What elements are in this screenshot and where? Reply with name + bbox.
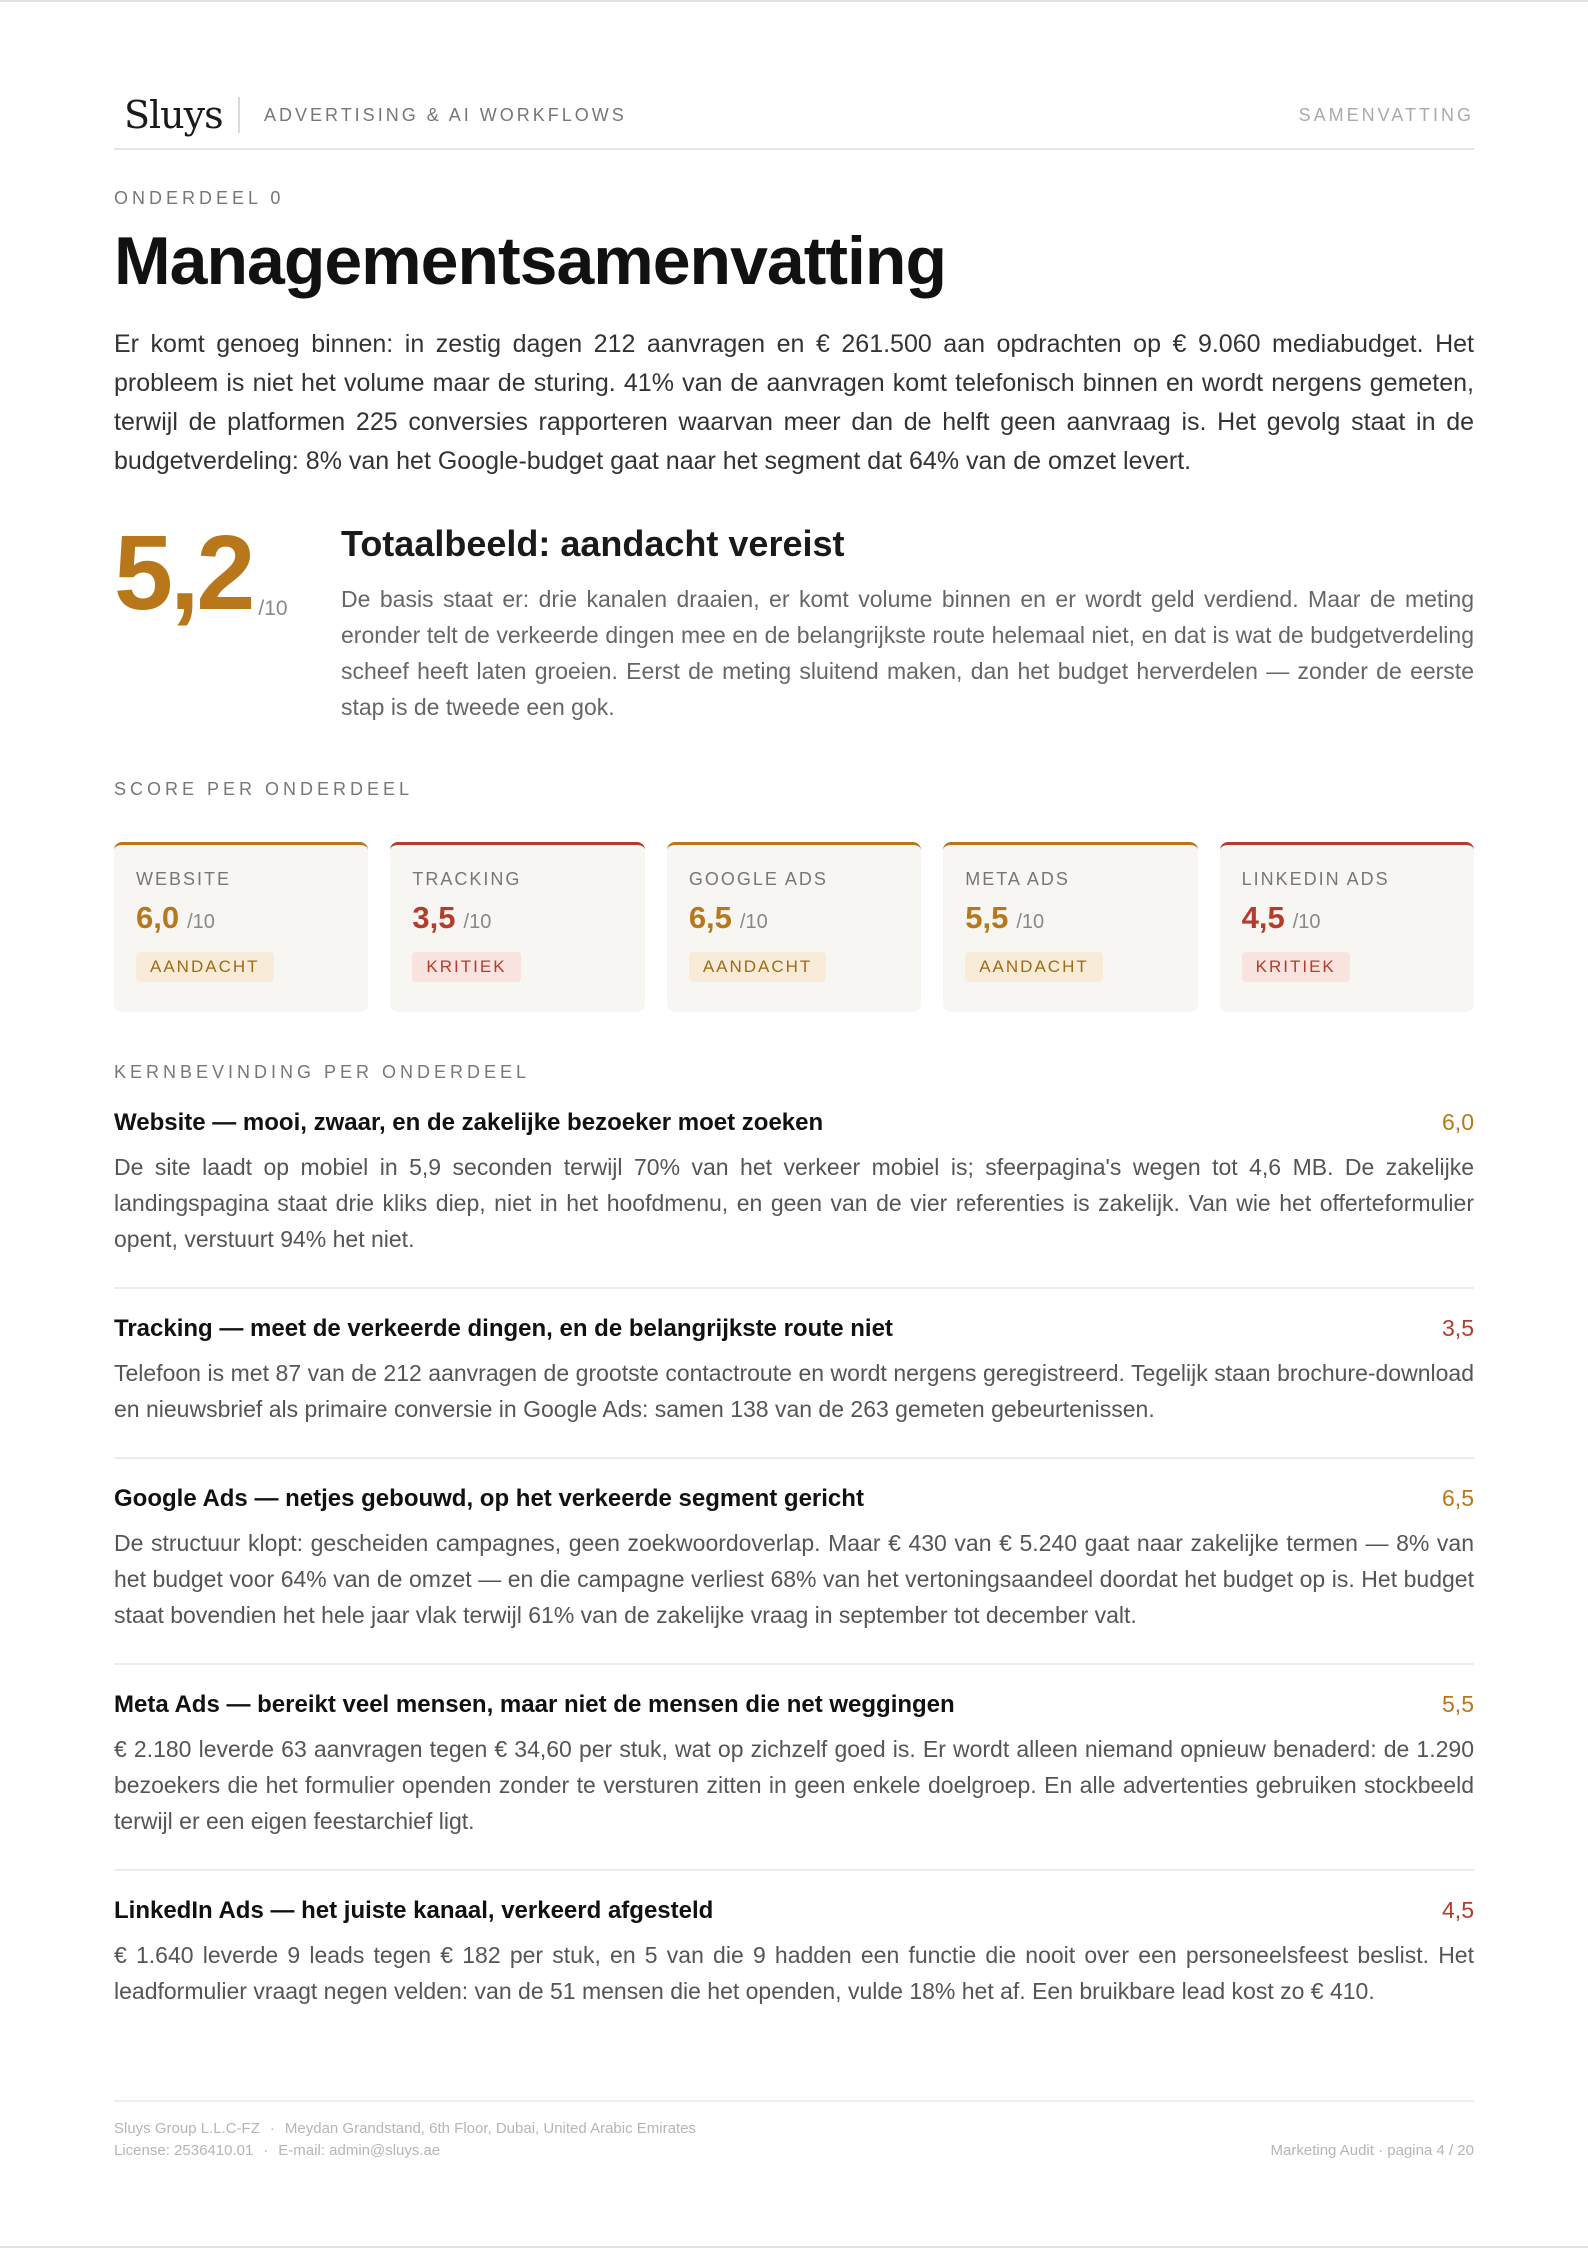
card-scale: /10: [463, 911, 492, 933]
card-name: META ADS: [965, 869, 1070, 889]
findings-list: [114, 1083, 1474, 2039]
finding-linkedin-ads: [114, 1871, 1474, 2039]
page: [114, 93, 1474, 2039]
card-scale: /10: [1292, 911, 1321, 933]
finding-title: Google Ads — netjes gebouwd, op het verkeerde segment gericht: [114, 1485, 864, 1512]
card-name: GOOGLE ADS: [688, 869, 828, 889]
card-score: 3,5: [412, 900, 456, 935]
finding-title: Tracking — meet de verkeerde dingen, en de belangrijkste route niet: [114, 1315, 893, 1342]
card-score: 5,5: [965, 900, 1009, 935]
finding-score: 6,5: [1442, 1485, 1474, 1511]
footer-company: Sluys Group L.L.C-FZ: [114, 2120, 260, 2137]
card-name: WEBSITE: [136, 869, 232, 889]
card-score: 4,5: [1241, 900, 1285, 935]
status-badge: AANDACHT: [689, 952, 827, 982]
footer-license: License: 2536410.01: [114, 2142, 254, 2159]
status-badge: AANDACHT: [136, 952, 274, 982]
card-name: LINKEDIN ADS: [1241, 869, 1390, 889]
finding-tracking: [114, 1289, 1474, 1459]
finding-text: € 1.640 leverde 9 leads tegen € 182 per stuk, en 5 van die 9 hadden een functie die nooit over een personeelsfeest beslist. Het leadformulier vraagt negen velden: van de 51 mensen die het openden, vulde 18% het af. Een bruikbare lead kost zo € 410.: [114, 1942, 1474, 2004]
page-footer: [114, 2100, 1474, 2162]
page-title: Managementsamenvatting: [114, 223, 946, 299]
footer-address: Meydan Grandstand, 6th Floor, Dubai, United Arabic Emirates: [284, 2120, 696, 2137]
top-border: [0, 0, 1588, 2]
findings-section-label: KERNBEVINDING PER ONDERDEEL: [114, 1062, 531, 1082]
total-score-value: 5,2: [114, 514, 253, 632]
finding-text: De structuur klopt: gescheiden campagnes, geen zoekwoordoverlap. Maar € 430 van € 5.240 gaat naar zakelijke termen — 8% van het budget voor 64% van de omzet — en die campagne verliest 68% van het vertoningsaandeel doordat het budget op is. Het budget staat bovendien het hele jaar vlak terwijl 61% van de zakelijke vraag in september tot december valt.: [114, 1530, 1474, 1628]
score-section-label: SCORE PER ONDERDEEL: [114, 779, 414, 799]
finding-text: Telefoon is met 87 van de 212 aanvragen de grootste contactroute en wordt nergens geregistreerd. Tegelijk staan brochure-download en nieuwsbrief als primaire conversie in Google Ads: samen 138 van de 263 gemeten gebeurtenissen.: [114, 1360, 1474, 1422]
card-score: 6,0: [136, 900, 180, 935]
total-score: [114, 514, 341, 725]
score-card-meta-ads: [943, 842, 1197, 1012]
finding-title: LinkedIn Ads — het juiste kanaal, verkeerd afgesteld: [114, 1897, 714, 1924]
finding-score: 5,5: [1442, 1691, 1474, 1717]
footer-company-info: Sluys Group L.L.C-FZ · Meydan Grandstand, 6th Floor, Dubai, United Arabic Emirates License: 2536410.01 · E-mail: admin@sluys.ae: [114, 2120, 696, 2159]
footer-email: E-mail: admin@sluys.ae: [278, 2142, 441, 2159]
sluys-logo: Sluys: [124, 93, 223, 137]
header-tagline: ADVERTISING & AI WORKFLOWS: [264, 104, 627, 125]
finding-text: € 2.180 leverde 63 aanvragen tegen € 34,60 per stuk, wat op zichzelf goed is. Er wordt alleen niemand opnieuw benaderd: de 1.290 bezoekers die het formulier openden zonder te versturen zitten in geen enkele doelgroep. En alle advertenties gebruiken stockbeeld terwijl er een eigen feestarchief ligt.: [114, 1736, 1474, 1834]
finding-score: 3,5: [1442, 1315, 1474, 1341]
finding-website: [114, 1083, 1474, 1289]
finding-title: Website — mooi, zwaar, en de zakelijke bezoeker moet zoeken: [114, 1109, 824, 1136]
score-card-website: [114, 842, 368, 1012]
total-title: Totaalbeeld: aandacht vereist: [341, 523, 845, 564]
status-badge: KRITIEK: [412, 952, 520, 982]
total-score-block: [114, 514, 1474, 725]
finding-google-ads: [114, 1459, 1474, 1665]
total-score-scale: /10: [258, 597, 288, 620]
card-name: TRACKING: [412, 869, 522, 889]
finding-text: De site laadt op mobiel in 5,9 seconden terwijl 70% van het verkeer mobiel is; sfeerpagina's wegen tot 4,6 MB. De zakelijke landingspagina staat drie kliks diep, niet in het hoofdmenu, en geen van de vier referenties is zakelijk. Van wie het offerteformulier opent, verstuurt 94% het niet.: [114, 1154, 1474, 1252]
score-card-google-ads: [667, 842, 921, 1012]
page-number: Marketing Audit · pagina 4 / 20: [1270, 2142, 1474, 2159]
score-cards: [114, 842, 1474, 1012]
status-badge: AANDACHT: [965, 952, 1103, 982]
intro-paragraph: Er komt genoeg binnen: in zestig dagen 212 aanvragen en € 261.500 aan opdrachten op € 9.060 mediabudget. Het probleem is niet het volume maar de sturing. 41% van de aanvragen komt telefonisch binnen en wordt nergens gemeten, terwijl de platformen 225 conversies rapporteren waarvan meer dan de helft geen aanvraag is. Het gevolg staat in de budgetverdeling: 8% van het Google-budget gaat naar het segment dat 64% van de omzet levert.: [114, 330, 1474, 475]
page-header: [114, 93, 1474, 150]
card-scale: /10: [187, 911, 215, 933]
card-scale: /10: [1016, 911, 1045, 933]
header-divider: [238, 97, 240, 133]
card-score: 6,5: [688, 900, 732, 935]
finding-meta-ads: [114, 1665, 1474, 1871]
total-summary: [341, 523, 1474, 725]
header-section-label: SAMENVATTING: [1298, 104, 1474, 125]
finding-title: Meta Ads — bereikt veel mensen, maar niet de mensen die net weggingen: [114, 1691, 955, 1718]
total-text: De basis staat er: drie kanalen draaien, er komt volume binnen en er wordt geld verdiend. Maar de meting eronder telt de verkeerde dingen mee en de belangrijkste route helemaal niet, en dat is wat de budgetverdeling scheef heeft laten groeien. Eerst de meting sluitend maken, dan het budget herverdelen — zonder de eerste stap is de tweede een gok.: [341, 586, 1474, 720]
card-scale: /10: [739, 911, 768, 933]
section-overline: ONDERDEEL 0: [114, 188, 285, 208]
score-card-tracking: [390, 842, 644, 1012]
score-card-linkedin-ads: [1220, 842, 1474, 1012]
status-badge: KRITIEK: [1242, 952, 1350, 982]
finding-score: 4,5: [1442, 1897, 1474, 1923]
finding-score: 6,0: [1442, 1109, 1474, 1135]
